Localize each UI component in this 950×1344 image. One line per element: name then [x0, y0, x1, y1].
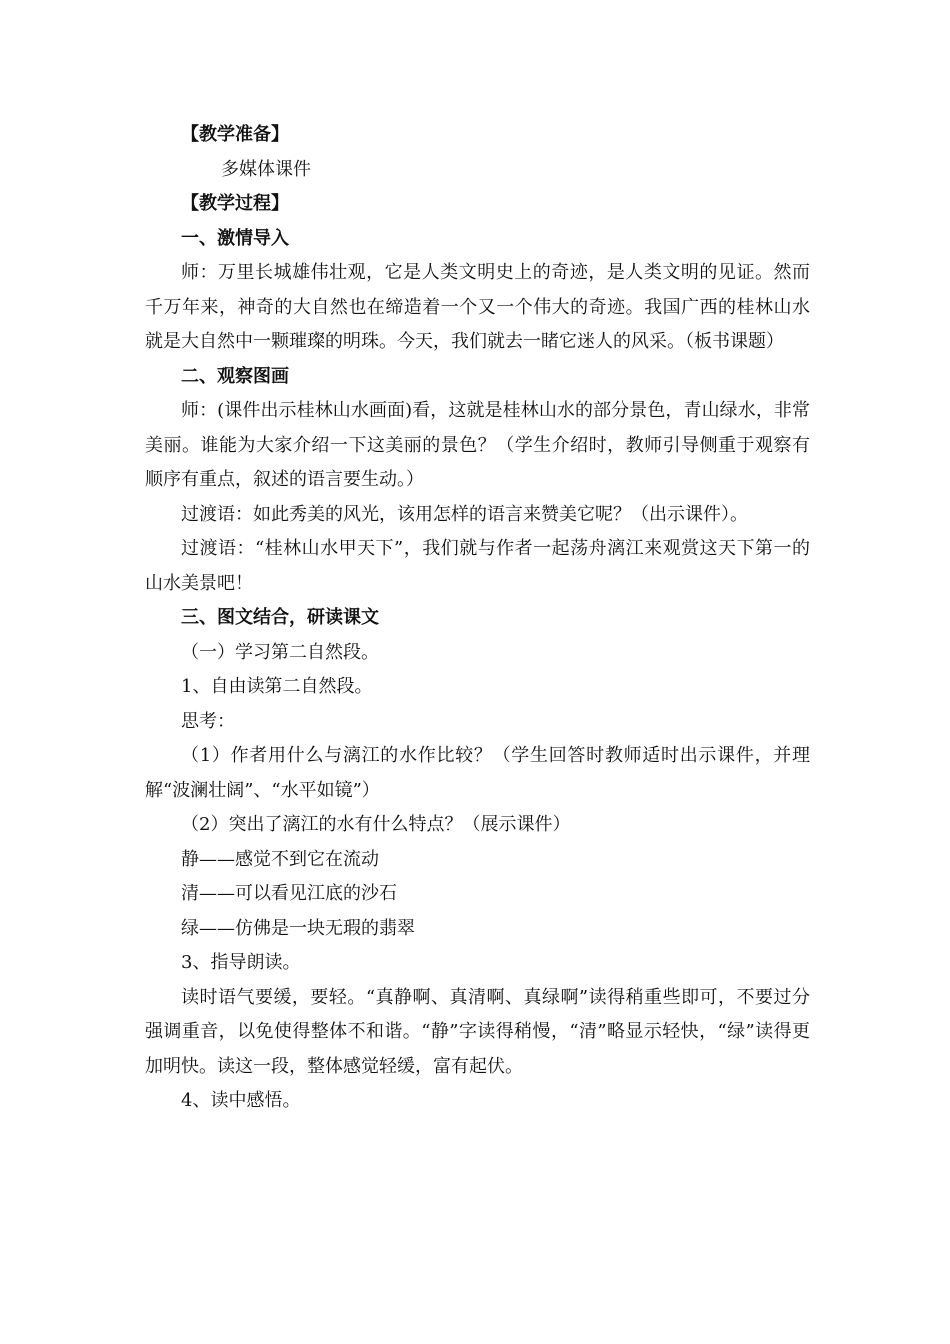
- feature-clear: 清——可以看见江底的沙石: [181, 883, 397, 904]
- section-heading-process: 【教学过程】: [181, 193, 289, 214]
- observe-paragraph: 师：(课件出示桂林山水画面)看，这就是桂林山水的部分景色，青山绿水，非常美丽。谁能为大家介绍一下这美丽的景色？（学生介绍时，教师引导侧重于观察有顺序有重点，叙述的语言要生动。）: [145, 400, 810, 490]
- list-item-read-and-feel: 4、读中感悟。: [181, 1090, 301, 1111]
- question-2: （2）突出了漓江的水有什么特点？（展示课件）: [181, 814, 571, 835]
- intro-paragraph: 师：万里长城雄伟壮观，它是人类文明史上的奇迹，是人类文明的见证。然而千万年来，神奇的大自然也在缔造着一个又一个伟大的奇迹。我国广西的桂林山水就是大自然中一颗璀璨的明珠。今天，我们就去一睹它迷人的风采。（板书课题）: [145, 262, 810, 352]
- step-heading-observe: 二、观察图画: [181, 365, 289, 387]
- feature-green: 绿——仿佛是一块无瑕的翡翠: [181, 917, 415, 939]
- document-body: [145, 118, 810, 1119]
- section-heading-preparation: 【教学准备】: [181, 124, 289, 145]
- list-item-free-read: 1、自由读第二自然段。: [181, 676, 373, 697]
- step-heading-intro: 一、激情导入: [181, 227, 289, 249]
- preparation-item: 多媒体课件: [221, 158, 311, 180]
- transition-paragraph-2: 过渡语：“桂林山水甲天下”，我们就与作者一起荡舟漓江来观赏这天下第一的山水美景吧！: [145, 538, 810, 594]
- transition-paragraph-1: 过渡语：如此秀美的风光，该用怎样的语言来赞美它呢？（出示课件）。: [181, 503, 748, 525]
- reading-guidance-paragraph: 读时语气要缓，要轻。“真静啊、真清啊、真绿啊”读得稍重些即可，不要过分强调重音，以免使得整体不和谐。“静”字读得稍慢，“清”略显示轻快，“绿”读得更加明快。读这一段，整体感觉轻缓，富有起伏。: [145, 986, 810, 1077]
- think-label: 思考：: [181, 710, 235, 732]
- step-heading-study: 三、图文结合，研读课文: [181, 607, 379, 628]
- question-1: （1）作者用什么与漓江的水作比较？（学生回答时教师适时出示课件，并理解“波澜壮阔”、“水平如镜”）: [145, 745, 810, 801]
- subsection-heading: （一）学习第二自然段。: [181, 641, 379, 663]
- feature-still: 静——感觉不到它在流动: [181, 848, 379, 870]
- list-item-guided-reading: 3、指导朗读。: [181, 952, 301, 973]
